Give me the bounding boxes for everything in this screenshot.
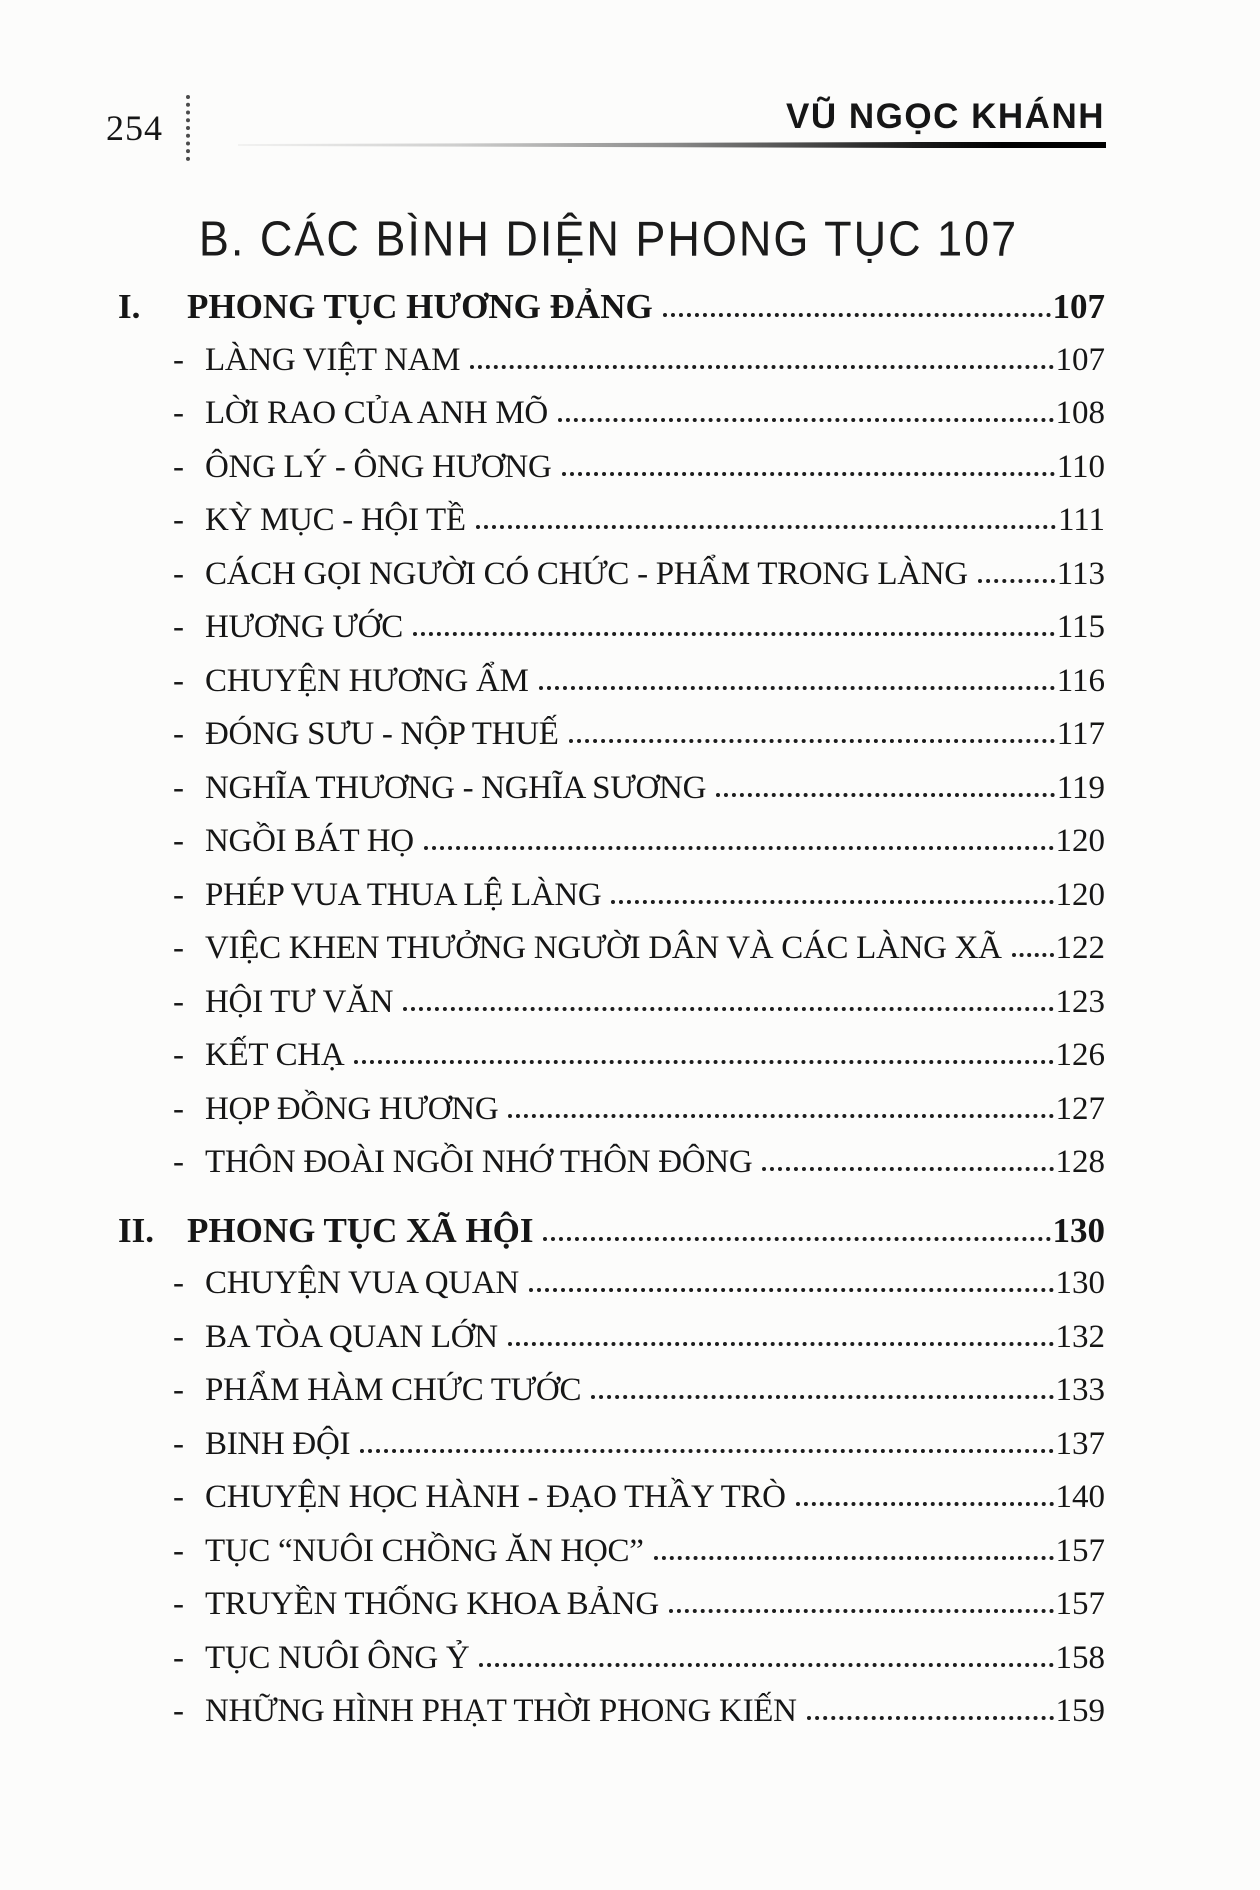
dot-leader xyxy=(476,525,1056,529)
toc-entry-bullet: - xyxy=(173,341,184,378)
toc-entry-label: ÔNG LÝ - ÔNG HƯƠNG xyxy=(205,448,552,485)
toc-entry-bullet: - xyxy=(173,1425,184,1462)
toc-entry-bullet: - xyxy=(173,662,184,699)
toc-entry-row xyxy=(112,1525,1105,1579)
toc-entry-row xyxy=(112,1578,1105,1632)
toc-entry-row xyxy=(112,762,1105,816)
dot-leader xyxy=(424,846,1054,850)
toc-entry-bullet: - xyxy=(173,1532,184,1569)
toc-entry-label: TRUYỀN THỐNG KHOA BẢNG xyxy=(205,1586,659,1622)
toc-entry-page: 108 xyxy=(1055,395,1105,431)
dot-leader xyxy=(807,1716,1054,1720)
dot-leader xyxy=(508,1342,1054,1346)
toc-entry-label: KỲ MỤC - HỘI TỀ xyxy=(205,502,466,538)
toc-entry-page: 140 xyxy=(1055,1479,1105,1515)
toc-entry-page: 123 xyxy=(1055,983,1105,1020)
toc-entry-row xyxy=(112,441,1105,495)
toc-section-row xyxy=(112,280,1105,334)
dot-leader xyxy=(591,1395,1053,1399)
toc-entry-row xyxy=(112,922,1105,976)
toc-entry-page: 116 xyxy=(1056,662,1105,699)
toc-entry-bullet: - xyxy=(173,930,184,966)
dot-leader xyxy=(529,1288,1054,1292)
toc-entry-row xyxy=(112,548,1105,602)
toc-entry-label: NGỒI BÁT HỌ xyxy=(205,823,414,859)
toc-entry-label: THÔN ĐOÀI NGỒI NHỚ THÔN ĐÔNG xyxy=(205,1144,753,1180)
dot-leader xyxy=(611,900,1053,904)
toc-entry-bullet: - xyxy=(173,448,184,485)
toc-section xyxy=(112,280,1105,1190)
toc-entry-label: PHÉP VUA THUA LỆ LÀNG xyxy=(205,876,602,913)
dot-leader xyxy=(508,1114,1053,1118)
toc-entry-page: 117 xyxy=(1056,716,1105,752)
dot-leader xyxy=(663,313,1051,317)
toc-entry-bullet: - xyxy=(173,1639,184,1676)
dot-leader xyxy=(978,579,1055,583)
beaded-divider-line xyxy=(186,95,190,161)
toc-entry-row xyxy=(112,976,1105,1030)
dot-leader xyxy=(413,632,1055,636)
running-head-author: VŨ NGỌC KHÁNH xyxy=(786,97,1105,136)
toc-entry-bullet: - xyxy=(173,395,184,431)
dot-leader xyxy=(403,1007,1053,1011)
toc-entry-page: 130 xyxy=(1055,1265,1105,1301)
toc-entry-label: HỌP ĐỒNG HƯƠNG xyxy=(205,1090,499,1127)
dot-leader xyxy=(558,418,1054,422)
dot-leader xyxy=(354,1060,1053,1064)
header-gradient-rule xyxy=(238,142,1106,148)
toc-entry-page: 122 xyxy=(1055,930,1105,966)
toc-entry-label: TỤC “NUÔI CHỒNG ĂN HỌC” xyxy=(205,1532,644,1569)
toc-entry-page: 127 xyxy=(1055,1090,1105,1127)
toc-entry-row xyxy=(112,869,1105,923)
toc-entry-bullet: - xyxy=(173,716,184,752)
dot-leader xyxy=(654,1556,1054,1560)
dot-leader xyxy=(716,793,1055,797)
toc-entry-bullet: - xyxy=(173,1318,184,1355)
toc-entry-bullet: - xyxy=(173,1265,184,1301)
toc-entry-label: HƯƠNG ƯỚC xyxy=(205,609,403,645)
toc-entry-bullet: - xyxy=(173,1693,184,1729)
chapter-title: B. CÁC BÌNH DIỆN PHONG TỤC 107 xyxy=(198,210,1019,267)
toc-entry-row xyxy=(112,1471,1105,1525)
toc-entry-label: TỤC NUÔI ÔNG Ỷ xyxy=(205,1639,470,1676)
toc-entry-bullet: - xyxy=(173,983,184,1020)
toc-entry-label: CHUYỆN VUA QUAN xyxy=(205,1265,519,1301)
toc-entry-page: 157 xyxy=(1055,1532,1105,1569)
toc-entry-bullet: - xyxy=(173,1090,184,1127)
toc-entry-bullet: - xyxy=(173,609,184,645)
toc-section-page: 107 xyxy=(1052,287,1105,326)
toc-entry-page: 120 xyxy=(1055,823,1105,859)
toc-entry-label: NGHĨA THƯƠNG - NGHĨA SƯƠNG xyxy=(205,769,707,806)
toc-entry-bullet: - xyxy=(173,1586,184,1622)
toc-entry-label: CHUYỆN HỌC HÀNH - ĐẠO THẦY TRÒ xyxy=(205,1479,786,1515)
toc-entry-row xyxy=(112,1632,1105,1686)
dot-leader xyxy=(543,1237,1050,1241)
toc-section-numeral: II. xyxy=(118,1210,154,1250)
toc-entry-page: 110 xyxy=(1056,448,1105,485)
toc-section-label: PHONG TỤC XÃ HỘI xyxy=(187,1210,534,1250)
toc-entry-row xyxy=(112,1418,1105,1472)
dot-leader xyxy=(762,1167,1053,1171)
toc-entry-page: 126 xyxy=(1055,1037,1105,1073)
toc-entry-label: BINH ĐỘI xyxy=(205,1425,351,1462)
toc-entry-label: VIỆC KHEN THƯỞNG NGƯỜI DÂN VÀ CÁC LÀNG XÃ xyxy=(205,930,1002,966)
toc-entry-page: 158 xyxy=(1055,1639,1105,1676)
toc-entry-label: NHỮNG HÌNH PHẠT THỜI PHONG KIẾN xyxy=(205,1693,797,1729)
toc-entry-label: LÀNG VIỆT NAM xyxy=(205,341,461,378)
toc-entry-label: HỘI TƯ VĂN xyxy=(205,983,394,1020)
toc-entry-bullet: - xyxy=(173,1479,184,1515)
toc-section xyxy=(112,1204,1105,1739)
dot-leader xyxy=(470,365,1053,369)
toc-entry-page: 128 xyxy=(1055,1144,1105,1180)
toc-entry-row xyxy=(112,387,1105,441)
toc-entry-bullet: - xyxy=(173,1372,184,1408)
toc-section-row xyxy=(112,1204,1105,1258)
toc-entry-page: 120 xyxy=(1055,876,1105,913)
toc-entry-row xyxy=(112,334,1105,388)
toc-entry-label: LỜI RAO CỦA ANH MÕ xyxy=(205,395,548,431)
toc-entry-label: KẾT CHẠ xyxy=(205,1037,345,1073)
toc-entry-label: CÁCH GỌI NGƯỜI CÓ CHỨC - PHẨM TRONG LÀNG xyxy=(205,555,968,592)
toc-entry-page: 111 xyxy=(1057,502,1105,538)
toc-entry-page: 107 xyxy=(1055,341,1105,378)
toc-entry-row xyxy=(112,1311,1105,1365)
toc-entry-page: 113 xyxy=(1056,555,1105,592)
toc-entry-bullet: - xyxy=(173,1144,184,1180)
toc-entry-row xyxy=(112,655,1105,709)
toc-entry-row xyxy=(112,1083,1105,1137)
toc-entry-label: ĐÓNG SƯU - NỘP THUẾ xyxy=(205,716,559,752)
dot-leader xyxy=(569,739,1055,743)
toc-section-label: PHONG TỤC HƯƠNG ĐẢNG xyxy=(187,287,653,326)
toc-entry-bullet: - xyxy=(173,502,184,538)
toc-entry-bullet: - xyxy=(173,823,184,859)
toc-entry-label: CHUYỆN HƯƠNG ẨM xyxy=(205,662,529,699)
dot-leader xyxy=(360,1449,1053,1453)
toc-entry-bullet: - xyxy=(173,876,184,913)
toc-entry-row xyxy=(112,1364,1105,1418)
toc-entry-bullet: - xyxy=(173,555,184,592)
toc-entry-page: 133 xyxy=(1055,1372,1105,1408)
toc xyxy=(112,280,1105,1739)
toc-entry-page: 115 xyxy=(1056,609,1105,645)
page-number: 254 xyxy=(106,108,163,148)
toc-entry-row xyxy=(112,494,1105,548)
toc-entry-bullet: - xyxy=(173,1037,184,1073)
toc-entry-row xyxy=(112,1136,1105,1190)
dot-leader xyxy=(796,1502,1054,1506)
toc-entry-row xyxy=(112,1029,1105,1083)
toc-entry-page: 157 xyxy=(1055,1586,1105,1622)
toc-entry-label: BA TÒA QUAN LỚN xyxy=(205,1318,498,1355)
dot-leader xyxy=(562,472,1055,476)
toc-entry-row xyxy=(112,601,1105,655)
toc-entry-row xyxy=(112,1257,1105,1311)
toc-entry-row xyxy=(112,1685,1105,1739)
dot-leader xyxy=(539,686,1055,690)
toc-entry-label: PHẨM HÀM CHỨC TƯỚC xyxy=(205,1372,582,1408)
toc-section-numeral: I. xyxy=(118,287,141,326)
dot-leader xyxy=(669,1609,1054,1613)
toc-entry-row xyxy=(112,708,1105,762)
toc-entry-page: 137 xyxy=(1055,1425,1105,1462)
toc-entry-page: 132 xyxy=(1055,1318,1105,1355)
toc-entry-row xyxy=(112,815,1105,869)
toc-entry-bullet: - xyxy=(173,769,184,806)
dot-leader xyxy=(1012,953,1054,957)
toc-section-page: 130 xyxy=(1052,1210,1105,1250)
toc-entry-page: 119 xyxy=(1056,769,1105,806)
toc-entry-page: 159 xyxy=(1055,1693,1105,1729)
dot-leader xyxy=(479,1663,1053,1667)
